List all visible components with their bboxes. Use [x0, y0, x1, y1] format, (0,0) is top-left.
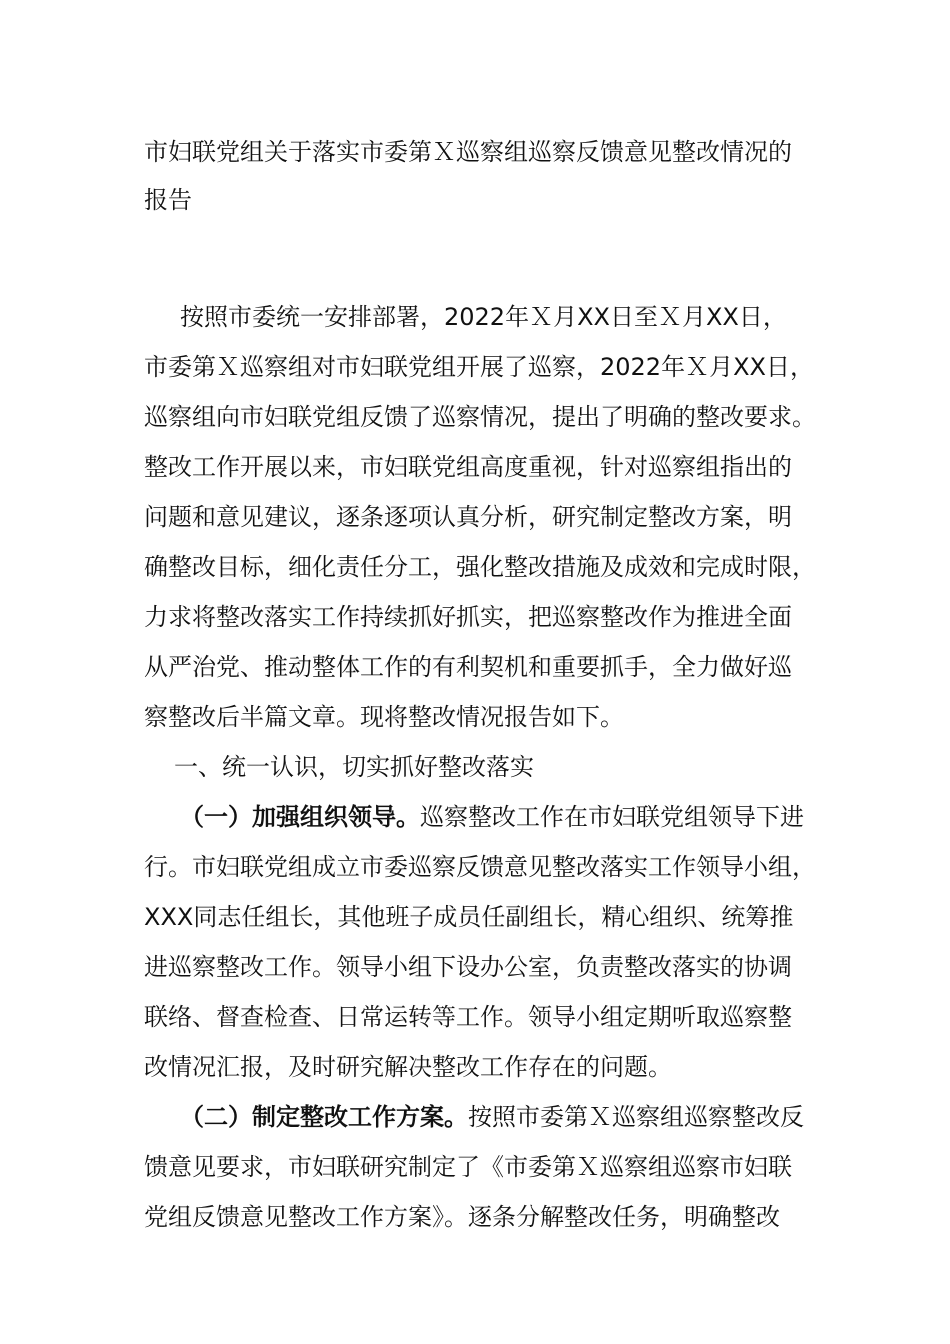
paragraph-line — [144, 592, 812, 642]
line-text: 改情况汇报，及时研究解决整改工作存在的问题。 — [144, 1053, 672, 1081]
line-text: 按照市委第Ｘ巡察组巡察整改反 — [468, 1103, 804, 1131]
line-text: 从严治党、推动整体工作的有利契机和重要抓手，全力做好巡 — [144, 653, 792, 681]
document-title — [144, 128, 812, 224]
document-body — [144, 128, 816, 1242]
document-text — [144, 292, 816, 1242]
title-line: 报告 — [144, 186, 192, 214]
line-text: 问题和意见建议，逐条逐项认真分析，研究制定整改方案，明 — [144, 503, 792, 531]
section-heading — [144, 742, 812, 792]
paragraph-line — [144, 842, 816, 892]
line-text: 一、统一认识，切实抓好整改落实 — [174, 753, 534, 781]
line-text: 馈意见要求，市妇联研究制定了《市委第Ｘ巡察组巡察市妇联 — [144, 1153, 792, 1181]
paragraph-line — [144, 342, 812, 392]
paragraph-line — [144, 892, 812, 942]
paragraph-line — [144, 1142, 812, 1192]
paragraph-line — [144, 292, 812, 342]
paragraph-line — [144, 792, 812, 842]
line-text: 力求将整改落实工作持续抓好抓实，把巡察整改作为推进全面 — [144, 603, 792, 631]
paragraph-line — [144, 642, 812, 692]
line-text: 行。市妇联党组成立市委巡察反馈意见整改落实工作领导小组， — [144, 853, 816, 881]
paragraph-line — [144, 392, 816, 442]
paragraph-line — [144, 692, 812, 742]
paragraph-line — [144, 992, 812, 1042]
title-line: 市妇联党组关于落实市委第Ｘ巡察组巡察反馈意见整改情况的 — [144, 138, 792, 166]
subsection-heading: （一）加强组织领导。 — [180, 803, 420, 831]
line-text: 进巡察整改工作。领导小组下设办公室，负责整改落实的协调 — [144, 953, 792, 981]
paragraph-line — [144, 1092, 812, 1142]
line-text: 按照市委统一安排部署，2022年Ｘ月XX日至Ｘ月XX日， — [180, 303, 787, 331]
paragraph-line — [144, 1192, 812, 1242]
subsection-heading: （二）制定整改工作方案。 — [180, 1103, 468, 1131]
line-text: 党组反馈意见整改工作方案》。逐条分解整改任务，明确整改 — [144, 1203, 780, 1231]
paragraph-line — [144, 492, 812, 542]
line-text: 察整改后半篇文章。现将整改情况报告如下。 — [144, 703, 624, 731]
paragraph-line — [144, 542, 816, 592]
line-text: 确整改目标，细化责任分工，强化整改措施及成效和完成时限， — [144, 553, 816, 581]
paragraph-line — [144, 942, 812, 992]
line-text: 联络、督查检查、日常运转等工作。领导小组定期听取巡察整 — [144, 1003, 792, 1031]
line-text: XXX同志任组长，其他班子成员任副组长，精心组织、统筹推 — [144, 903, 794, 931]
line-text: 市委第Ｘ巡察组对市妇联党组开展了巡察，2022年Ｘ月XX日， — [144, 353, 814, 381]
line-text: 整改工作开展以来，市妇联党组高度重视，针对巡察组指出的 — [144, 453, 792, 481]
line-text: 巡察整改工作在市妇联党组领导下进 — [420, 803, 804, 831]
line-text: 巡察组向市妇联党组反馈了巡察情况，提出了明确的整改要求。 — [144, 403, 816, 431]
paragraph-line — [144, 1042, 812, 1092]
paragraph-line — [144, 442, 812, 492]
